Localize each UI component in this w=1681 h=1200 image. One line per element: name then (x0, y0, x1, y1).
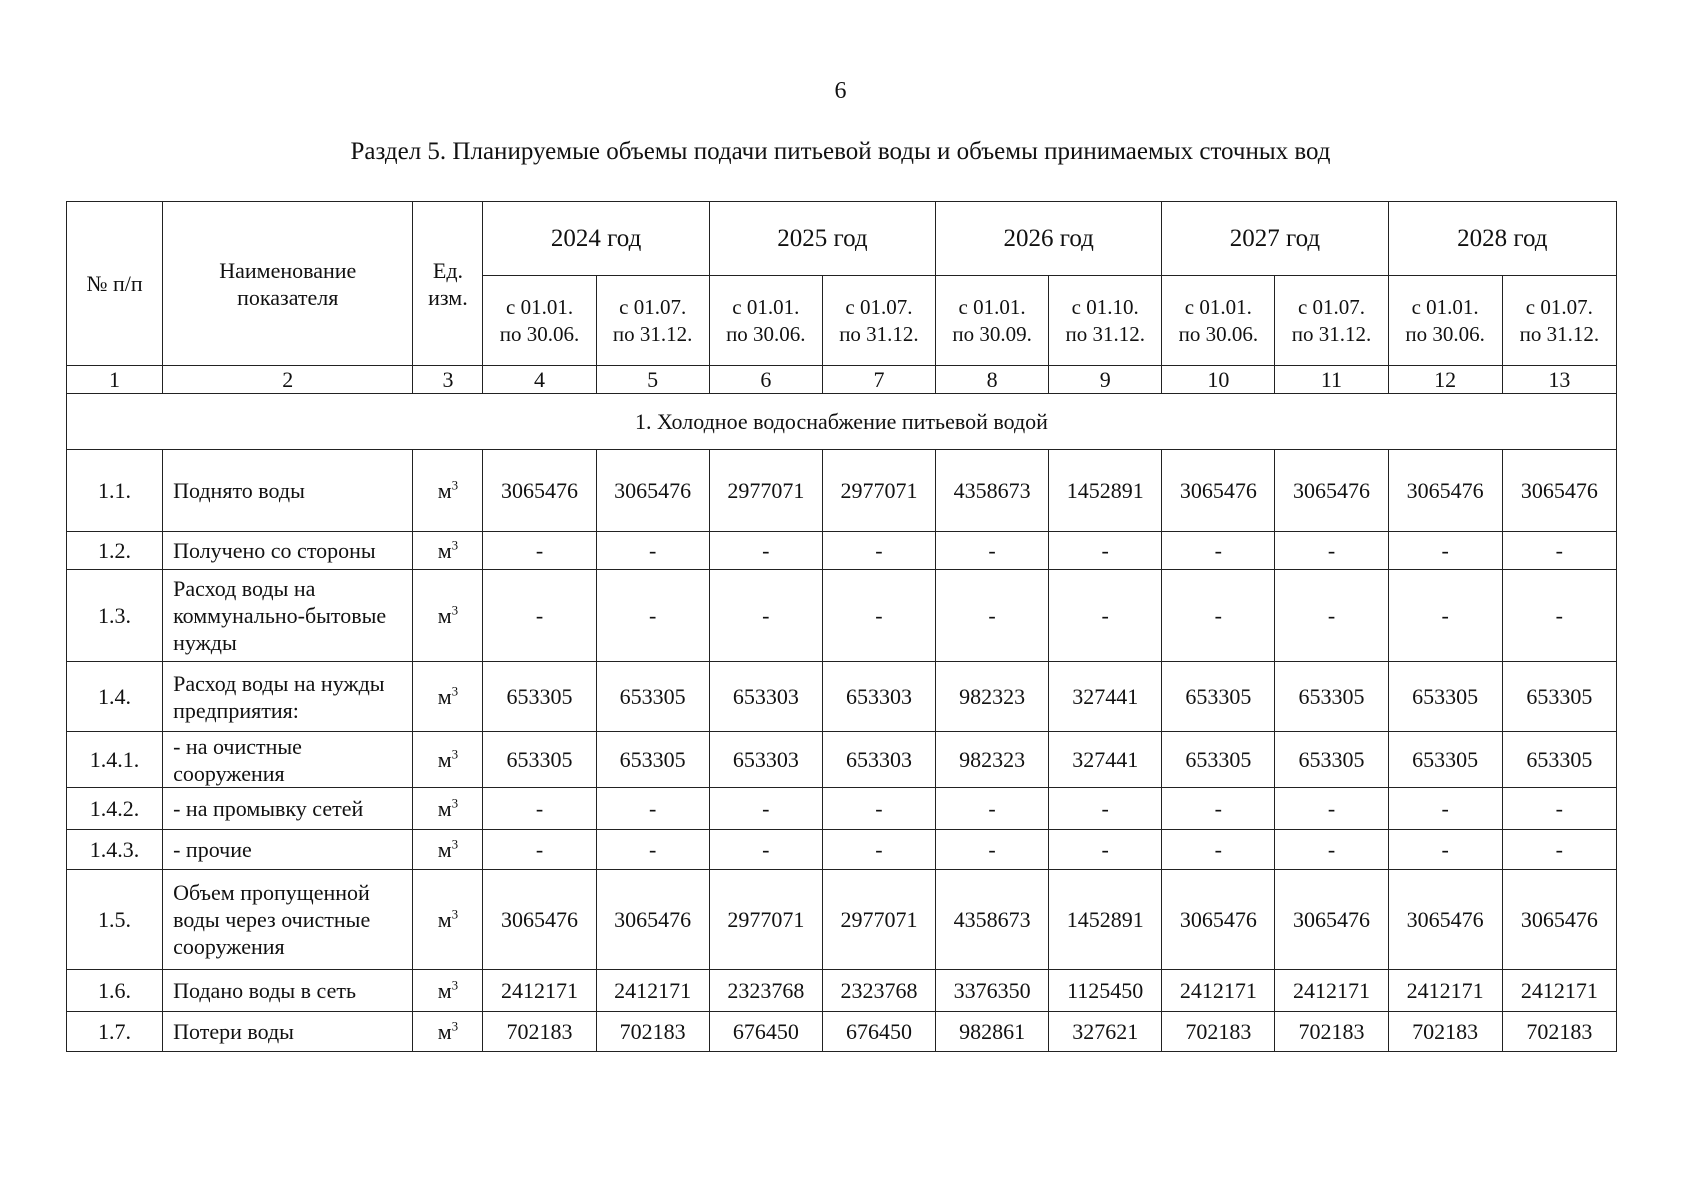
indicator-name: Подано воды в сеть (163, 970, 413, 1012)
column-number: 5 (596, 366, 709, 394)
header-period: с 01.01. по 30.06. (1388, 276, 1502, 366)
indicator-name: Расход воды на нужды предприятия: (163, 662, 413, 732)
value-cell: - (822, 570, 935, 662)
unit-cell (413, 970, 483, 1012)
header-year: 2026 год (936, 202, 1162, 276)
value-cell: 1452891 (1049, 450, 1162, 532)
value-cell: 327441 (1049, 732, 1162, 788)
value-cell: - (483, 830, 596, 870)
header-year: 2025 год (709, 202, 935, 276)
value-cell: - (709, 532, 822, 570)
section-title: Раздел 5. Планируемые объемы подачи питьевой воды и объемы принимаемых сточных вод (350, 138, 1331, 165)
row-number: 1.7. (67, 1012, 163, 1052)
value-cell: - (1049, 830, 1162, 870)
unit-exponent: 3 (451, 537, 459, 553)
value-cell: 4358673 (936, 870, 1049, 970)
section-heading: 1. Холодное водоснабжение питьевой водой (67, 394, 1617, 450)
column-number: 3 (413, 366, 483, 394)
value-cell: 653303 (709, 662, 822, 732)
indicator-name: - прочие (163, 830, 413, 870)
value-cell: 4358673 (936, 450, 1049, 532)
unit-exponent: 3 (451, 906, 459, 922)
header-year: 2028 год (1388, 202, 1616, 276)
value-cell: - (1388, 570, 1502, 662)
header-unit: Ед. изм. (413, 202, 483, 366)
table-row (67, 732, 1617, 788)
table-row (67, 570, 1617, 662)
column-number: 12 (1388, 366, 1502, 394)
indicator-name: Расход воды на коммунально-бытовые нужды (163, 570, 413, 662)
value-cell: - (1502, 830, 1616, 870)
unit-exponent: 3 (451, 795, 459, 811)
unit-cell (413, 450, 483, 532)
value-cell: 3065476 (1502, 450, 1616, 532)
value-cell: 2412171 (596, 970, 709, 1012)
unit-cell (413, 732, 483, 788)
value-cell: 3376350 (936, 970, 1049, 1012)
unit-exponent: 3 (451, 683, 459, 699)
value-cell: 702183 (1502, 1012, 1616, 1052)
column-number: 8 (936, 366, 1049, 394)
table-row (67, 788, 1617, 830)
value-cell: 3065476 (596, 450, 709, 532)
unit-base: м (437, 837, 452, 862)
value-cell: 982323 (936, 662, 1049, 732)
row-number: 1.3. (67, 570, 163, 662)
value-cell: 2323768 (709, 970, 822, 1012)
value-cell: - (1162, 570, 1275, 662)
column-number: 2 (163, 366, 413, 394)
value-cell: 653305 (1162, 662, 1275, 732)
unit-base: м (437, 978, 452, 1003)
table-row (67, 870, 1617, 970)
header-period: с 01.07. по 31.12. (1275, 276, 1388, 366)
indicator-name: Поднято воды (163, 450, 413, 532)
value-cell: 3065476 (1275, 450, 1388, 532)
value-cell: - (1049, 532, 1162, 570)
value-cell: - (709, 788, 822, 830)
value-cell: 2323768 (822, 970, 935, 1012)
value-cell: 2412171 (1275, 970, 1388, 1012)
value-cell: 653305 (483, 732, 596, 788)
value-cell: - (1049, 788, 1162, 830)
value-cell: - (596, 570, 709, 662)
header-name: Наименование показателя (163, 202, 413, 366)
unit-exponent: 3 (451, 1018, 459, 1034)
value-cell: 653305 (596, 732, 709, 788)
unit-exponent: 3 (451, 977, 459, 993)
section-heading-row (67, 394, 1617, 450)
header-year: 2027 год (1162, 202, 1388, 276)
value-cell: - (596, 532, 709, 570)
header-period: с 01.01. по 30.06. (709, 276, 822, 366)
table-row (67, 662, 1617, 732)
value-cell: 676450 (822, 1012, 935, 1052)
value-cell: - (1162, 830, 1275, 870)
indicator-name: - на очистные сооружения (163, 732, 413, 788)
value-cell: - (936, 830, 1049, 870)
table-row (67, 970, 1617, 1012)
value-cell: 2977071 (709, 870, 822, 970)
row-number: 1.4. (67, 662, 163, 732)
value-cell: 327621 (1049, 1012, 1162, 1052)
value-cell: - (936, 532, 1049, 570)
value-cell: - (822, 788, 935, 830)
table-row (67, 1012, 1617, 1052)
row-number: 1.5. (67, 870, 163, 970)
column-number: 1 (67, 366, 163, 394)
value-cell: - (1502, 570, 1616, 662)
unit-exponent: 3 (451, 836, 459, 852)
column-number: 9 (1049, 366, 1162, 394)
value-cell: - (596, 830, 709, 870)
value-cell: - (1502, 532, 1616, 570)
value-cell: 2412171 (1502, 970, 1616, 1012)
value-cell: 3065476 (1502, 870, 1616, 970)
value-cell: 982323 (936, 732, 1049, 788)
indicator-name: Потери воды (163, 1012, 413, 1052)
unit-exponent: 3 (451, 746, 459, 762)
value-cell: 653305 (1275, 662, 1388, 732)
table-row (67, 450, 1617, 532)
header-period: с 01.01. по 30.06. (1162, 276, 1275, 366)
value-cell: - (1162, 788, 1275, 830)
value-cell: 702183 (1388, 1012, 1502, 1052)
header-period: с 01.07. по 31.12. (596, 276, 709, 366)
unit-cell (413, 570, 483, 662)
value-cell: 2977071 (709, 450, 822, 532)
value-cell: - (483, 788, 596, 830)
value-cell: 702183 (1275, 1012, 1388, 1052)
indicator-name: Получено со стороны (163, 532, 413, 570)
value-cell: - (709, 830, 822, 870)
unit-cell (413, 532, 483, 570)
value-cell: 1452891 (1049, 870, 1162, 970)
header-period: с 01.01. по 30.06. (483, 276, 596, 366)
row-number: 1.4.3. (67, 830, 163, 870)
header-period: с 01.01. по 30.09. (936, 276, 1049, 366)
unit-base: м (437, 478, 452, 503)
value-cell: 653305 (483, 662, 596, 732)
value-cell: - (483, 532, 596, 570)
value-cell: 2412171 (1388, 970, 1502, 1012)
value-cell: 327441 (1049, 662, 1162, 732)
page-number: 6 (834, 78, 847, 104)
row-number: 1.6. (67, 970, 163, 1012)
value-cell: 3065476 (596, 870, 709, 970)
unit-cell (413, 788, 483, 830)
value-cell: 653305 (1388, 732, 1502, 788)
value-cell: 3065476 (483, 870, 596, 970)
value-cell: - (1502, 788, 1616, 830)
header-period: с 01.10. по 31.12. (1049, 276, 1162, 366)
indicator-name: Объем пропущенной воды через очистные сооружения (163, 870, 413, 970)
value-cell: 3065476 (1388, 450, 1502, 532)
unit-base: м (437, 907, 452, 932)
unit-base: м (437, 1019, 452, 1044)
column-number-row (67, 366, 1617, 394)
value-cell: 1125450 (1049, 970, 1162, 1012)
value-cell: - (1275, 532, 1388, 570)
value-cell: 2412171 (1162, 970, 1275, 1012)
unit-base: м (437, 684, 452, 709)
value-cell: - (1049, 570, 1162, 662)
column-number: 7 (822, 366, 935, 394)
value-cell: - (709, 570, 822, 662)
unit-cell (413, 662, 483, 732)
value-cell: 2977071 (822, 870, 935, 970)
value-cell: 653305 (596, 662, 709, 732)
header-row-years (67, 202, 1617, 276)
column-number: 6 (709, 366, 822, 394)
row-number: 1.4.2. (67, 788, 163, 830)
volumes-table (66, 201, 1617, 1052)
row-number: 1.2. (67, 532, 163, 570)
value-cell: 653303 (822, 662, 935, 732)
value-cell: - (1388, 532, 1502, 570)
value-cell: 2977071 (822, 450, 935, 532)
value-cell: - (1388, 830, 1502, 870)
column-number: 13 (1502, 366, 1616, 394)
value-cell: 653305 (1275, 732, 1388, 788)
column-number: 11 (1275, 366, 1388, 394)
unit-cell (413, 830, 483, 870)
value-cell: 653305 (1502, 662, 1616, 732)
value-cell: - (822, 830, 935, 870)
value-cell: 2412171 (483, 970, 596, 1012)
table-row (67, 532, 1617, 570)
value-cell: 702183 (483, 1012, 596, 1052)
unit-cell (413, 1012, 483, 1052)
row-number: 1.1. (67, 450, 163, 532)
value-cell: 3065476 (1388, 870, 1502, 970)
value-cell: - (1275, 788, 1388, 830)
value-cell: 702183 (1162, 1012, 1275, 1052)
header-year: 2024 год (483, 202, 709, 276)
unit-exponent: 3 (451, 602, 459, 618)
value-cell: 653303 (822, 732, 935, 788)
value-cell: 3065476 (1162, 450, 1275, 532)
value-cell: 982861 (936, 1012, 1049, 1052)
value-cell: 653305 (1502, 732, 1616, 788)
unit-exponent: 3 (451, 477, 459, 493)
row-number: 1.4.1. (67, 732, 163, 788)
header-period: с 01.07. по 31.12. (1502, 276, 1616, 366)
value-cell: - (1275, 570, 1388, 662)
table-row (67, 830, 1617, 870)
value-cell: 676450 (709, 1012, 822, 1052)
column-number: 4 (483, 366, 596, 394)
value-cell: - (936, 788, 1049, 830)
unit-base: м (437, 796, 452, 821)
value-cell: - (1275, 830, 1388, 870)
unit-base: м (437, 747, 452, 772)
value-cell: 3065476 (1275, 870, 1388, 970)
header-period: с 01.07. по 31.12. (822, 276, 935, 366)
table-body (67, 450, 1617, 1052)
value-cell: 3065476 (483, 450, 596, 532)
value-cell: - (596, 788, 709, 830)
header-num: № п/п (67, 202, 163, 366)
value-cell: 653305 (1162, 732, 1275, 788)
value-cell: - (1388, 788, 1502, 830)
unit-base: м (437, 538, 452, 563)
value-cell: 3065476 (1162, 870, 1275, 970)
value-cell: - (483, 570, 596, 662)
value-cell: - (936, 570, 1049, 662)
value-cell: 702183 (596, 1012, 709, 1052)
unit-cell (413, 870, 483, 970)
value-cell: - (1162, 532, 1275, 570)
value-cell: 653305 (1388, 662, 1502, 732)
column-number: 10 (1162, 366, 1275, 394)
indicator-name: - на промывку сетей (163, 788, 413, 830)
value-cell: 653303 (709, 732, 822, 788)
unit-base: м (437, 603, 452, 628)
value-cell: - (822, 532, 935, 570)
